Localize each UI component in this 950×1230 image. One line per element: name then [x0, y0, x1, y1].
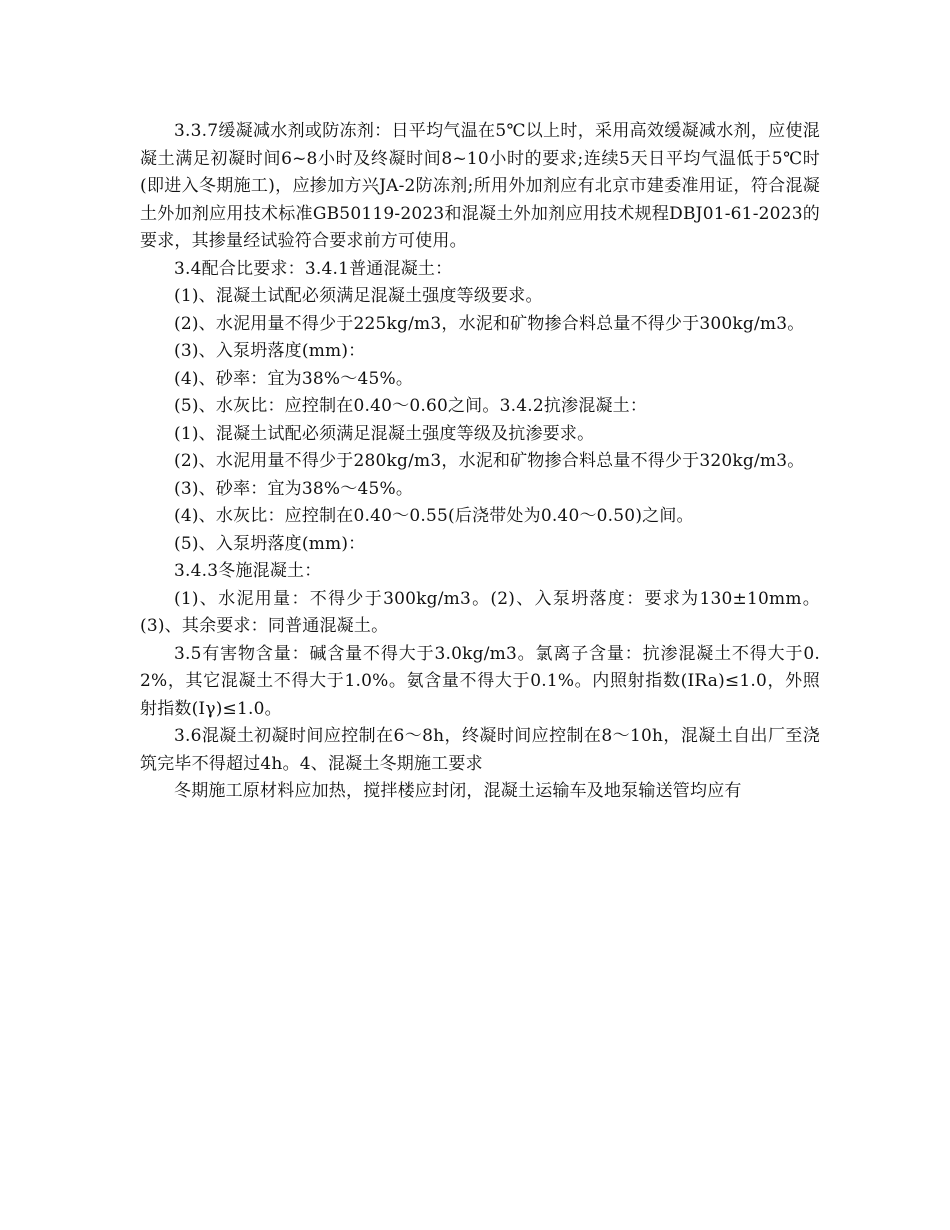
- paragraph-3-4-2-item-2: (2)、水泥用量不得少于280kg/m3，水泥和矿物掺合料总量不得少于320kg/m3。: [174, 451, 805, 471]
- paragraph-3-4-1-item-5: (5)、水灰比：应控制在0.40～0.60之间。3.4.2抗渗混凝土：: [174, 396, 648, 416]
- paragraph-3-4-1-item-4: (4)、砂率：宜为38%～45%。: [174, 368, 414, 389]
- paragraph-3-4-3-items: (1)、水泥用量：不得少于300kg/m3。(2)、入泵坍落度：要求为130±10mm。(3)、其余要求：同普通混凝土。: [140, 588, 820, 636]
- paragraph-3-4-1-item-2: (2)、水泥用量不得少于225kg/m3，水泥和矿物掺合料总量不得少于300kg/m3。: [174, 313, 805, 334]
- paragraph-3-4-1-item-1: (1)、混凝土试配必须满足混凝土强度等级要求。: [174, 286, 543, 306]
- paragraph-3-4-heading: 3.4配合比要求：3.4.1普通混凝土：: [174, 258, 453, 279]
- paragraph-3-4-2-item-5: (5)、入泵坍落度(mm)：: [174, 533, 366, 554]
- document-body: [140, 118, 820, 806]
- paragraph-3-4-2-item-3: (3)、砂率：宜为38%～45%。: [174, 478, 414, 499]
- paragraph-3-5: 3.5有害物含量：碱含量不得大于3.0kg/m3。氯离子含量：抗渗混凝土不得大于0.2%，其它混凝土不得大于1.0%。氨含量不得大于0.1%。内照射指数(IRa)≤1.0，外照射指数(Iγ)≤1.0。: [140, 643, 820, 719]
- paragraph-3-4-2-item-4: (4)、水灰比：应控制在0.40～0.55(后浇带处为0.40～0.50)之间。: [174, 506, 694, 526]
- paragraph-3-4-2-item-1: (1)、混凝土试配必须满足混凝土强度等级及抗渗要求。: [174, 423, 595, 444]
- paragraph-3-6: 3.6混凝土初凝时间应控制在6～8h，终凝时间应控制在8～10h，混凝土自出厂至浇筑完毕不得超过4h。4、混凝土冬期施工要求: [140, 726, 820, 774]
- paragraph-3-4-3-heading: 3.4.3冬施混凝土：: [174, 561, 322, 581]
- paragraph-3-3-7: 3.3.7缓凝减水剂或防冻剂：日平均气温在5℃以上时，采用高效缓凝减水剂，应使混凝土满足初凝时间6~8小时及终凝时间8~10小时的要求;连续5天日平均气温低于5℃时(即进入冬期施工)，应掺加方兴JA-2防冻剂;所用外加剂应有北京市建委准用证，符合混凝土外加剂应用技术标准GB50119-2023和混凝土外加剂应用技术规程DBJ01-61-2023的要求，其掺量经试验符合要求前方可使用。: [140, 121, 820, 251]
- paragraph-winter-construction: 冬期施工原材料应加热，搅拌楼应封闭，混凝土运输车及地泵输送管均应有: [174, 781, 742, 801]
- paragraph-3-4-1-item-3: (3)、入泵坍落度(mm)：: [174, 341, 366, 361]
